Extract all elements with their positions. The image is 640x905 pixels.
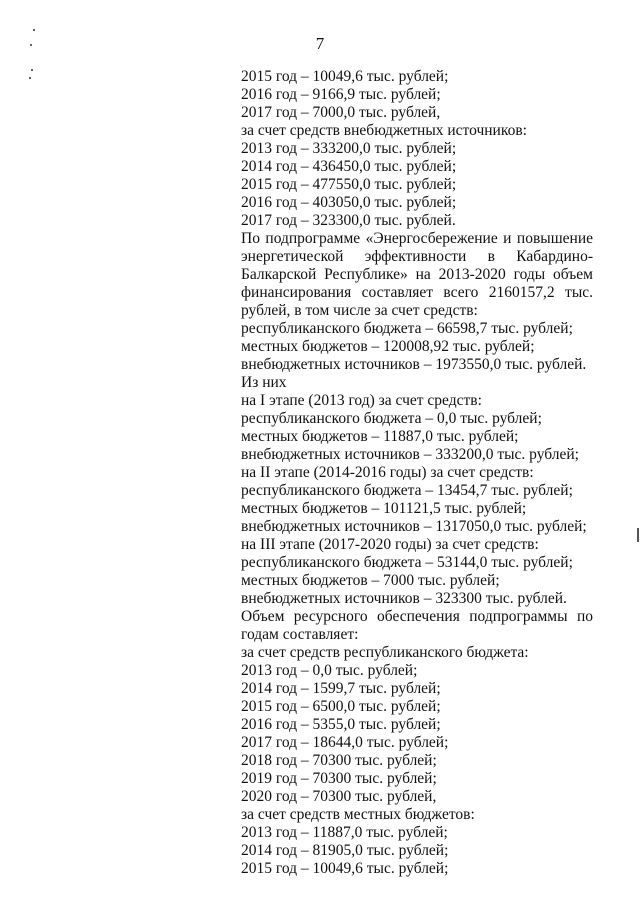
text-line: на III этапе (2017-2020 годы) за счет средств: — [241, 536, 539, 553]
text-line: 2019 год – 70300 тыс. рублей; — [241, 770, 437, 787]
scan-speck — [30, 44, 32, 46]
text-line: внебюджетных источников – 1317050,0 тыс. рублей; — [241, 518, 587, 535]
scan-edge-mark — [637, 528, 639, 542]
text-line: 2020 год – 70300 тыс. рублей, — [241, 788, 437, 805]
text-line: 2014 год – 436450,0 тыс. рублей; — [241, 158, 457, 175]
text-line: 2014 год – 81905,0 тыс. рублей; — [241, 842, 449, 859]
scan-speck — [29, 77, 31, 79]
text-line: 2017 год – 323300,0 тыс. рублей. — [241, 212, 456, 229]
text-line: республиканского бюджета – 66598,7 тыс. рублей; — [241, 320, 573, 337]
text-line: республиканского бюджета – 13454,7 тыс. рублей; — [241, 482, 573, 499]
text-line: 2016 год – 403050,0 тыс. рублей; — [241, 194, 457, 211]
text-line: 2017 год – 18644,0 тыс. рублей; — [241, 734, 449, 751]
text-line: годам составляет: — [241, 626, 359, 643]
text-line: Объем ресурсного обеспечения подпрограммы по — [241, 608, 593, 625]
text-line: 2013 год – 11887,0 тыс. рублей; — [241, 824, 448, 841]
text-line: местных бюджетов – 7000 тыс. рублей; — [241, 572, 500, 589]
text-line: 2016 год – 9166,9 тыс. рублей; — [241, 86, 441, 103]
text-line: 2016 год – 5355,0 тыс. рублей; — [241, 716, 441, 733]
page-number: 7 — [315, 34, 325, 53]
text-line: местных бюджетов – 101121,5 тыс. рублей; — [241, 500, 527, 517]
text-line: за счет средств республиканского бюджета: — [241, 644, 529, 661]
text-line: местных бюджетов – 11887,0 тыс. рублей; — [241, 428, 519, 445]
text-line: республиканского бюджета – 53144,0 тыс. рублей; — [241, 554, 573, 571]
text-line: 2013 год – 333200,0 тыс. рублей; — [241, 140, 457, 157]
text-line: внебюджетных источников – 333200,0 тыс. рублей; — [241, 446, 579, 463]
text-line: 2015 год – 6500,0 тыс. рублей; — [241, 698, 441, 715]
text-line: Из них — [241, 374, 287, 391]
text-line: Балкарской Республике» на 2013-2020 годы объем — [241, 266, 593, 283]
text-line: рублей, в том числе за счет средств: — [241, 302, 478, 319]
text-line: 2013 год – 0,0 тыс. рублей; — [241, 662, 418, 679]
text-line: 2017 год – 7000,0 тыс. рублей, — [241, 104, 441, 121]
text-line: 2014 год – 1599,7 тыс. рублей; — [241, 680, 441, 697]
text-line: за счет средств внебюджетных источников: — [241, 122, 527, 139]
scan-speck — [31, 69, 33, 71]
text-line: финансирования составляет всего 2160157,2 тыс. — [241, 284, 593, 301]
document-body — [241, 68, 593, 878]
text-line: 2018 год – 70300 тыс. рублей; — [241, 752, 437, 769]
text-line: 2015 год – 10049,6 тыс. рублей; — [241, 860, 449, 877]
scan-speck — [33, 29, 35, 31]
text-line: на II этапе (2014-2016 годы) за счет средств: — [241, 464, 534, 481]
text-line: местных бюджетов – 120008,92 тыс. рублей; — [241, 338, 535, 355]
text-line: энергетической эффективности в Кабардино- — [241, 248, 593, 265]
text-line: внебюджетных источников – 1973550,0 тыс. рублей. — [241, 356, 587, 373]
text-line: 2015 год – 477550,0 тыс. рублей; — [241, 176, 457, 193]
text-line: республиканского бюджета – 0,0 тыс. рублей; — [241, 410, 542, 427]
text-line: за счет средств местных бюджетов: — [241, 806, 475, 823]
text-line: По подпрограмме «Энергосбережение и повышение — [241, 230, 593, 247]
text-line: внебюджетных источников – 323300 тыс. рублей. — [241, 590, 567, 607]
text-line: на I этапе (2013 год) за счет средств: — [241, 392, 482, 409]
text-line: 2015 год – 10049,6 тыс. рублей; — [241, 68, 449, 85]
